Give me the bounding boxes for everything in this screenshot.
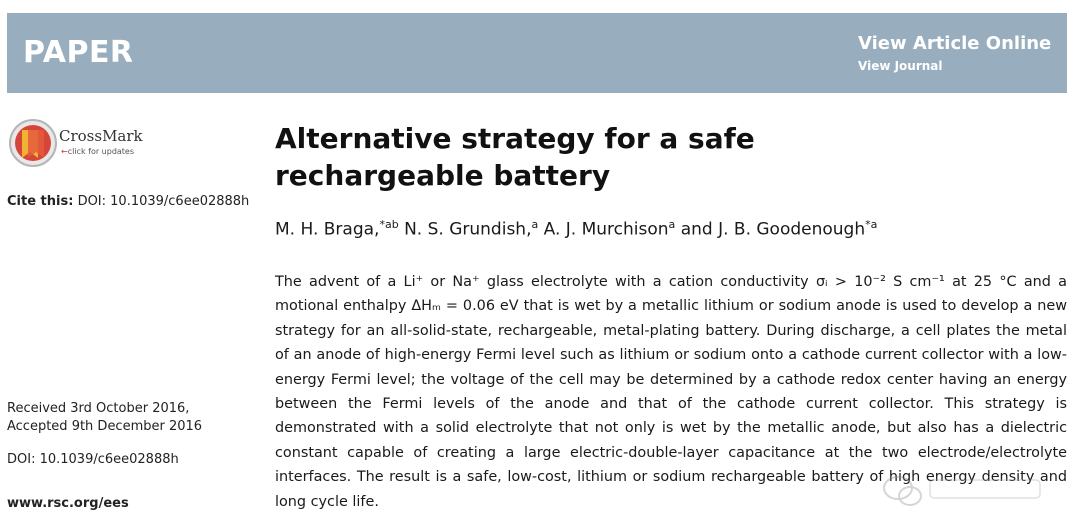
wechat-watermark-icon [880, 470, 1050, 510]
author-name[interactable]: J. B. Goodenough [718, 219, 866, 240]
accepted-date: Accepted 9th December 2016 [7, 419, 203, 434]
author-affiliation: a [531, 218, 539, 231]
view-journal-link[interactable]: View Journal [858, 59, 943, 73]
article-title [275, 120, 835, 194]
author-name[interactable]: M. H. Braga, [275, 219, 380, 240]
header-banner [7, 13, 1067, 93]
received-date: Received 3rd October 2016, [7, 401, 190, 416]
crossmark-subtitle-text: click for updates [67, 147, 135, 156]
author-list [275, 218, 877, 240]
author-name[interactable]: A. J. Murchison [543, 219, 669, 240]
abstract-text: The advent of a Li⁺ or Na⁺ glass electrolyte with a cation conductivity σᵢ > 10⁻² S cm⁻¹ at 25 °C and a motional enthalpy ΔHₘ = 0.06 eV that is wet by a metallic lithium or sodium anode is used to develop a new strategy for an all-solid-state, rechargeable, metal-plating battery. During discharge, a cell plates the metal of an anode of high-energy Fermi level such as lithium or sodium onto a cathode current collector with a low-energy Fermi level; the voltage of the cell may be determined by a cathode redox center having an energy between the Fermi levels of the anode and that of the cathode current collector. This strategy is demonstrated with a solid electrolyte that not only is wet by the metallic anode, but also has a dielectric constant capable of creating a large electric-double-layer capacitance at the two electrode/electrolyte interfaces. The result is a safe, low-cost, lithium or sodium rechargeable battery of high energy density and long cycle life. [275, 274, 1067, 510]
doi: DOI: 10.1039/c6ee02888h [7, 452, 179, 467]
author-affiliation: *ab [379, 218, 399, 231]
view-article-online-link[interactable]: View Article Online [858, 33, 1052, 54]
author-affiliation: a [668, 218, 676, 231]
cite-label: Cite this: [7, 194, 74, 209]
author-name[interactable]: N. S. Grundish, [404, 219, 532, 240]
cite-doi: DOI: 10.1039/c6ee02888h [77, 194, 250, 209]
author-joiner: and [680, 219, 713, 240]
arrow-left-icon: ← [61, 147, 68, 156]
article-title-line-1: Alternative strategy for a safe [275, 122, 755, 155]
journal-website-link[interactable]: www.rsc.org/ees [7, 496, 129, 511]
crossmark-logo-icon [8, 118, 58, 168]
author-affiliation: *a [865, 218, 878, 231]
crossmark-subtitle [61, 147, 134, 156]
article-type-label: PAPER [23, 35, 134, 70]
cite-this [7, 194, 249, 209]
history-dates [7, 400, 202, 436]
crossmark-badge[interactable] [8, 118, 148, 170]
crossmark-name: CrossMark [59, 127, 143, 145]
article-title-line-2: rechargeable battery [275, 159, 611, 192]
